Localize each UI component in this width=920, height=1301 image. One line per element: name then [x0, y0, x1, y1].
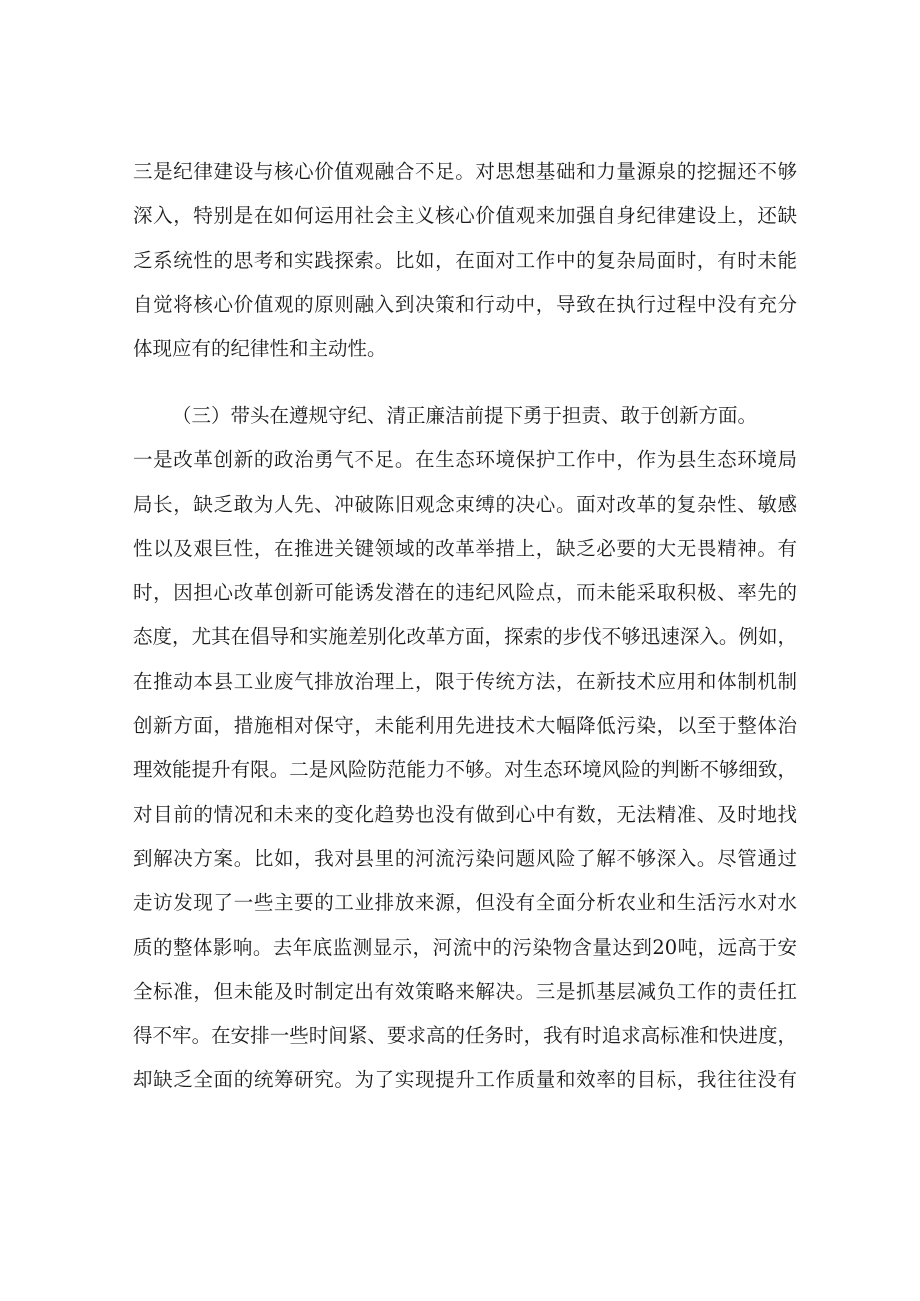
text-line: 得不牢。在安排一些时间紧、要求高的任务时，我有时追求高标准和快进度， — [133, 1024, 797, 1048]
text-line: 理效能提升有限。二是风险防范能力不够。对生态环境风险的判断不够细致， — [133, 758, 797, 782]
text-line: 创新方面，措施相对保守，未能利用先进技术大幅降低污染，以至于整体治 — [133, 714, 797, 738]
text-line: 走访发现了一些主要的工业排放来源，但没有全面分析农业和生活污水对水 — [133, 891, 797, 915]
text-line: 一是改革创新的政治勇气不足。在生态环境保护工作中，作为县生态环境局 — [133, 448, 797, 472]
text-line: 性以及艰巨性，在推进关键领域的改革举措上，缺乏必要的大无畏精神。有 — [133, 536, 797, 560]
paragraph-discipline-values — [133, 150, 797, 371]
text-line: 局长，缺乏敢为人先、冲破陈旧观念束缚的决心。面对改革的复杂性、敏感 — [133, 492, 797, 516]
text-line: 时，因担心改革创新可能诱发潜在的违纪风险点，而未能采取积极、率先的 — [133, 581, 797, 605]
text-line: 态度，尤其在倡导和实施差别化改革方面，探索的步伐不够迅速深入。例如， — [133, 625, 797, 649]
text-line: 在推动本县工业废气排放治理上，限于传统方法，在新技术应用和体制机制 — [133, 669, 797, 693]
text-line: 对目前的情况和未来的变化趋势也没有做到心中有数，无法精准、及时地找 — [133, 802, 797, 826]
text-line: 乏系统性的思考和实践探索。比如，在面对工作中的复杂局面时，有时未能 — [133, 248, 797, 272]
text-line: 却缺乏全面的统筹研究。为了实现提升工作质量和效率的目标，我往往没有 — [133, 1068, 797, 1092]
text-line: 自觉将核心价值观的原则融入到决策和行动中，导致在执行过程中没有充分 — [133, 292, 797, 316]
section-heading: （三）带头在遵规守纪、清正廉洁前提下勇于担责、敢于创新方面。 — [172, 404, 758, 427]
text-line: 质的整体影响。去年底监测显示，河流中的污染物含量达到20吨，远高于安 — [133, 935, 797, 959]
text-line: 体现应有的纪律性和主动性。 — [133, 337, 387, 361]
text-line: 深入，特别是在如何运用社会主义核心价值观来加强自身纪律建设上，还缺 — [133, 204, 797, 228]
text-line: 到解决方案。比如，我对县里的河流污染问题风险了解不够深入。尽管通过 — [133, 846, 797, 870]
text-line: 全标准，但未能及时制定出有效策略来解决。三是抓基层减负工作的责任扛 — [133, 979, 797, 1003]
text-line: 三是纪律建设与核心价值观融合不足。对思想基础和力量源泉的挖掘还不够 — [133, 160, 797, 183]
paragraph-reform-innovation — [133, 394, 797, 1103]
